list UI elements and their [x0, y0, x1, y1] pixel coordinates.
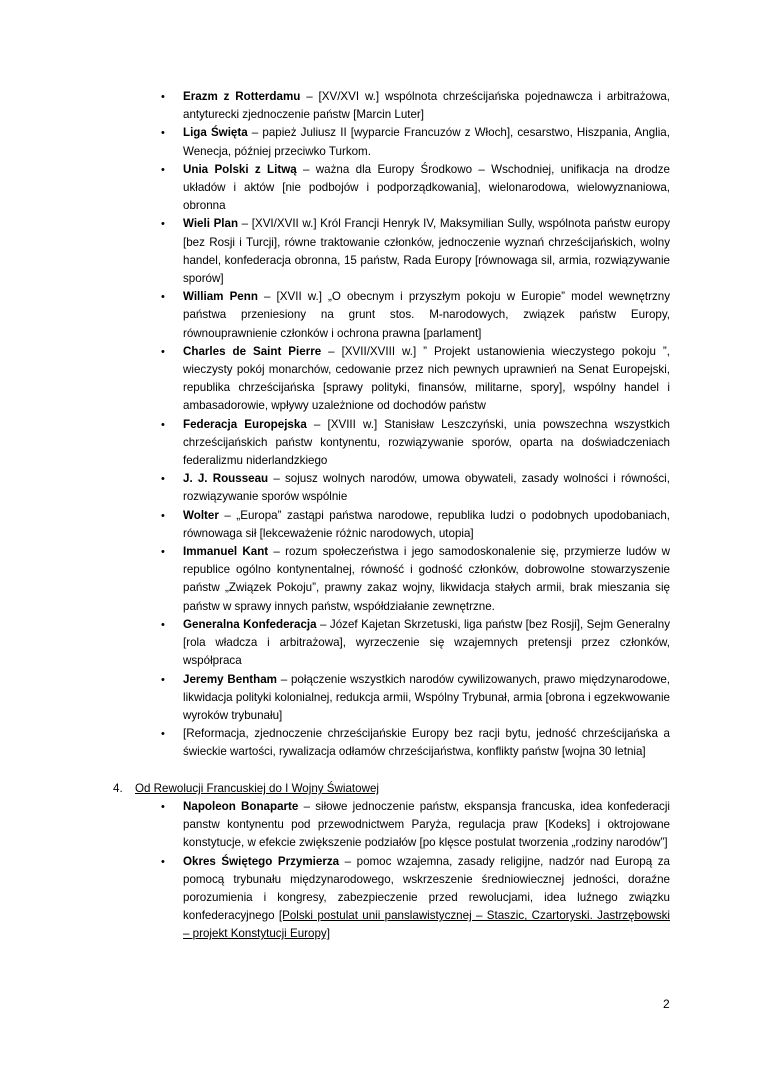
- list-item: [161, 725, 670, 761]
- item-term: Okres Świętego Przymierza: [183, 854, 340, 868]
- bullet-icon: •: [161, 163, 165, 176]
- bullet-icon: •: [161, 127, 165, 140]
- item-text: – [XVIII w.] Stanisław Leszczyński, unia powszechna wszystkich chrześcijańskich państw kontynentu, rozwiązywanie sporów, oparta na doświadczeniach federalizmu niderlandzkiego: [183, 417, 670, 468]
- list-item: [161, 288, 670, 343]
- list-item: [161, 507, 670, 543]
- item-text: – papież Juliusz II [wyparcie Francuzów z Włoch], cesarstwo, Hiszpania, Anglia, Wenecja, później przeciwko Turkom.: [183, 126, 670, 158]
- item-underlined-text: [Polski postulat unii panslawistycznej – Staszic, Czartoryski. Jastrzębowski – projekt Konstytucji Europy]: [183, 909, 670, 941]
- list-item: [161, 88, 670, 124]
- page-number: 2: [663, 997, 670, 1011]
- bullet-icon: •: [161, 218, 165, 231]
- item-term: Federacja Europejska: [183, 417, 307, 431]
- item-term: Wieli Plan: [183, 217, 239, 231]
- item-term: J. J. Rousseau: [183, 472, 269, 486]
- bullet-icon: •: [161, 673, 165, 686]
- item-term: Unia Polski z Litwą: [183, 162, 297, 176]
- bullet-icon: •: [161, 728, 165, 741]
- bullet-list: [161, 88, 670, 762]
- item-text: – [XVI/XVII w.] Król Francji Henryk IV, Maksymilian Sully, wspólnota państw europy [bez Rosji i Turcji], równe traktowanie członków, jednoczenie wyznań chrześcijańskich, wolny handel, konfederacja obronna, 15 państw, Rada Europy [równowaga sil, armia, rozwiązywanie sporów]: [183, 217, 670, 286]
- list-item: [161, 343, 670, 416]
- list-item: [161, 124, 670, 160]
- item-text: – połączenie wszystkich narodów cywilizowanych, prawo międzynarodowe, likwidacja polityki kolonialnej, redukcja armii, Wspólny Trybunał, armia [obrona i egzekwowanie wyroków trybunału]: [183, 672, 670, 722]
- list-item: [161, 798, 670, 853]
- item-term: Generalna Konfederacja: [183, 617, 317, 631]
- item-text: – ważna dla Europy Środkowo – Wschodniej, unifikacja na drodze układów i aktów [nie podbojów i podporządkowania], wielonarodowa, wielowyznaniowa, obronna: [183, 162, 670, 213]
- list-item: [161, 416, 670, 471]
- item-text: – „Europa” zastąpi państwa narodowe, republika ludzi o podobnych upodobaniach, równowaga sił [lekceważenie różnic narodowych, utopia]: [183, 508, 670, 540]
- item-text: – pomoc wzajemna, zasady religijne, nadzór nad Europą za pomocą trybunału międzynarodowego, wskrzeszenie średniowiecznej jedności, doraźne porozumienia i kongresy, zabezpieczenie przed rewolucjami, idea luźnego związku konfederacyjnego: [183, 854, 670, 923]
- bullet-list-section-4: [161, 798, 670, 944]
- bullet-icon: •: [161, 418, 165, 431]
- bullet-icon: •: [161, 291, 165, 304]
- item-text: – [XVII w.] „O obecnym i przyszłym pokoju w Europie” model wewnętrzny państwa przeniesiony na grunt stos. M-narodowych, związek państw Europy, równouprawnienie członków i ochrona prawna [parlament]: [183, 290, 670, 340]
- list-item: [161, 543, 670, 616]
- section-heading: [113, 780, 379, 798]
- list-item: [161, 161, 670, 216]
- list-item: [161, 470, 670, 506]
- bullet-icon: •: [161, 855, 165, 868]
- item-term: William Penn: [183, 290, 258, 304]
- list-item: [161, 215, 670, 288]
- item-text: – sojusz wolnych narodów, umowa obywateli, zasady wolności i równości, rozwiązywanie sporów wspólnie: [183, 472, 670, 504]
- item-text: – [XV/XVI w.] wspólnota chrześcijańska pojednawcza i arbitrażowa, antyturecki zjednoczenie państw [Marcin Luter]: [183, 90, 670, 122]
- item-text: – [XVII/XVIII w.] ” Projekt ustanowienia wieczystego pokoju ”, wieczysty pokój monarchów, cedowanie przez nich pewnych uprawnień na Senat Europejski, republika chrześcijańska [sprawy polityki, finansów, militarne, spory], wspólny handel i ambasadorowie, wpływy uzależnione od dochodów państw: [183, 344, 670, 413]
- bullet-icon: •: [161, 801, 165, 813]
- bullet-icon: •: [161, 91, 165, 103]
- bullet-icon: •: [161, 618, 165, 631]
- item-term: Wolter: [183, 508, 219, 522]
- bullet-icon: •: [161, 345, 165, 358]
- list-item: [161, 616, 670, 671]
- item-term: Erazm z Rotterdamu: [183, 90, 301, 103]
- item-text: [Reformacja, zjednoczenie chrześcijańskie Europy bez racji bytu, jedność chrześcijańska a świeckie wartości, rywalizacja odłamów chrześcijaństwa, konflikty państw [wojna 30 letnia]: [183, 727, 670, 759]
- bullet-icon: •: [161, 509, 165, 522]
- item-term: Immanuel Kant: [183, 545, 269, 559]
- section-title: Od Rewolucji Francuskiej do I Wojny Światowej: [135, 782, 379, 795]
- section-number: 4.: [113, 782, 123, 795]
- item-term: Liga Święta: [183, 126, 248, 140]
- item-text: – rozum społeczeństwa i jego samodoskonalenie się, przymierze ludów w republice ogólno kontynentalnej, równość i godność członków, dobrowolne stowarzyszenie państw „Związek Pokoju”, prawny zakaz wojny, likwidacja stałych armii, brak mieszania się państw w sprawy innych państw, współdziałanie zewnętrzne.: [183, 545, 670, 613]
- item-text: – Józef Kajetan Skrzetuski, liga państw [bez Rosji], Sejm Generalny [rola władcza i arbitrażowa], wyrzeczenie się wzajemnych pretensji przez członków, współpraca: [183, 617, 670, 668]
- item-term: Jeremy Bentham: [183, 672, 277, 686]
- list-item: [161, 671, 670, 726]
- list-item: [161, 853, 670, 944]
- item-text: – siłowe jednoczenie państw, ekspansja francuska, idea konfederacji panstw kontynentu pod przewodnictwem Paryża, regulacja praw [Kodeks] i oktrojowane konstytucje, w efekcie zwiększenie podziałów [po klęsce postulat tworzenia „rodziny narodów”]: [183, 800, 670, 850]
- bullet-icon: •: [161, 546, 165, 559]
- item-term: Charles de Saint Pierre: [183, 344, 322, 358]
- item-term: Napoleon Bonaparte: [183, 800, 299, 813]
- bullet-icon: •: [161, 473, 165, 486]
